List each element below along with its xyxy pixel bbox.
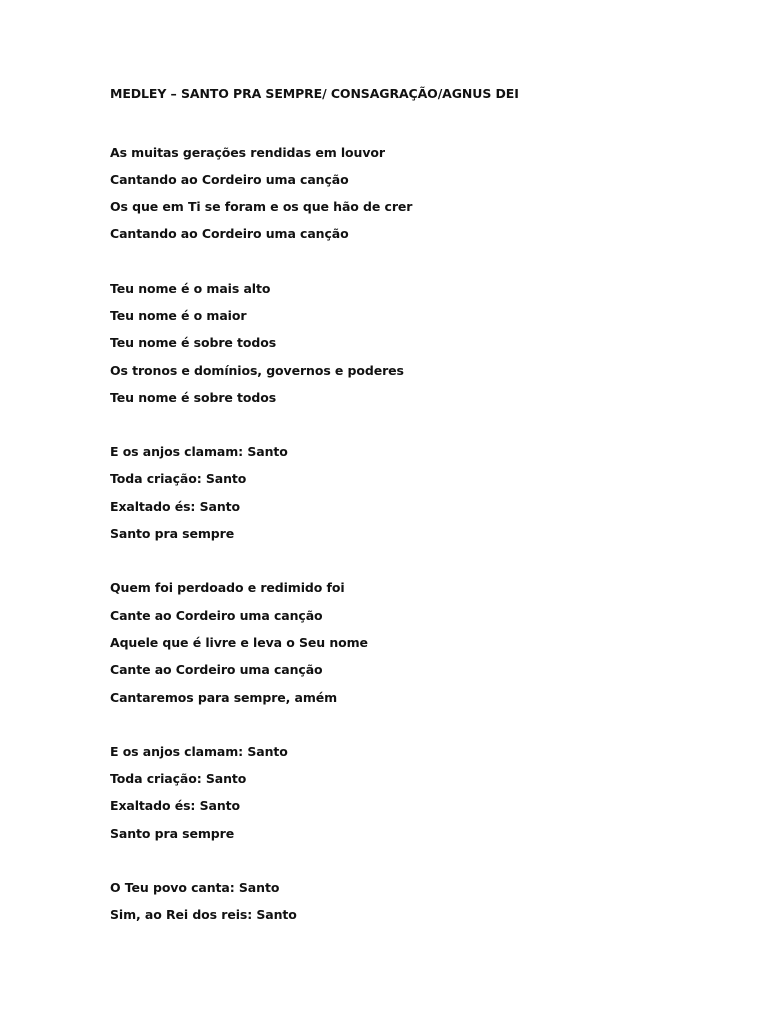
lyric-line: E os anjos clamam: Santo — [110, 743, 288, 759]
lyric-line: Exaltado és: Santo — [110, 498, 240, 514]
stanza-3 — [110, 438, 730, 547]
lyric-line: Teu nome é sobre todos — [110, 335, 277, 351]
stanza-4 — [110, 574, 730, 710]
lyric-line: As muitas gerações rendidas em louvor — [110, 144, 385, 160]
lyric-line: O Teu povo canta: Santo — [110, 880, 280, 896]
stanza-6 — [110, 874, 730, 929]
lyric-line: Os que em Ti se foram e os que hão de crer — [110, 199, 413, 215]
lyric-line: Teu nome é sobre todos — [110, 389, 277, 405]
lyric-line: E os anjos clamam: Santo — [110, 444, 288, 460]
lyric-line: Sim, ao Rei dos reis: Santo — [110, 907, 297, 923]
lyric-line: Exaltado és: Santo — [110, 798, 240, 814]
lyric-line: Aquele que é livre e leva o Seu nome — [110, 634, 368, 650]
lyric-line: Cantando ao Cordeiro uma canção — [110, 226, 349, 242]
document-title: MEDLEY – SANTO PRA SEMPRE/ CONSAGRAÇÃO/AGNUS DEI — [110, 86, 519, 101]
lyric-line: Teu nome é o mais alto — [110, 280, 271, 296]
stanza-1 — [110, 139, 730, 248]
lyric-line: Teu nome é o maior — [110, 307, 247, 323]
stanza-2 — [110, 275, 730, 411]
document-page — [110, 84, 730, 956]
lyric-line: Cante ao Cordeiro uma canção — [110, 662, 323, 678]
lyric-line: Quem foi perdoado e redimido foi — [110, 580, 345, 596]
stanza-5 — [110, 738, 730, 847]
lyric-line: Os tronos e domínios, governos e poderes — [110, 362, 404, 378]
lyric-line: Toda criação: Santo — [110, 471, 247, 487]
lyric-line: Cantaremos para sempre, amém — [110, 689, 338, 705]
lyric-line: Santo pra sempre — [110, 825, 235, 841]
lyric-line: Toda criação: Santo — [110, 771, 247, 787]
lyric-line: Cante ao Cordeiro uma canção — [110, 607, 323, 623]
lyric-line: Cantando ao Cordeiro uma canção — [110, 171, 349, 187]
lyric-line: Santo pra sempre — [110, 526, 235, 542]
